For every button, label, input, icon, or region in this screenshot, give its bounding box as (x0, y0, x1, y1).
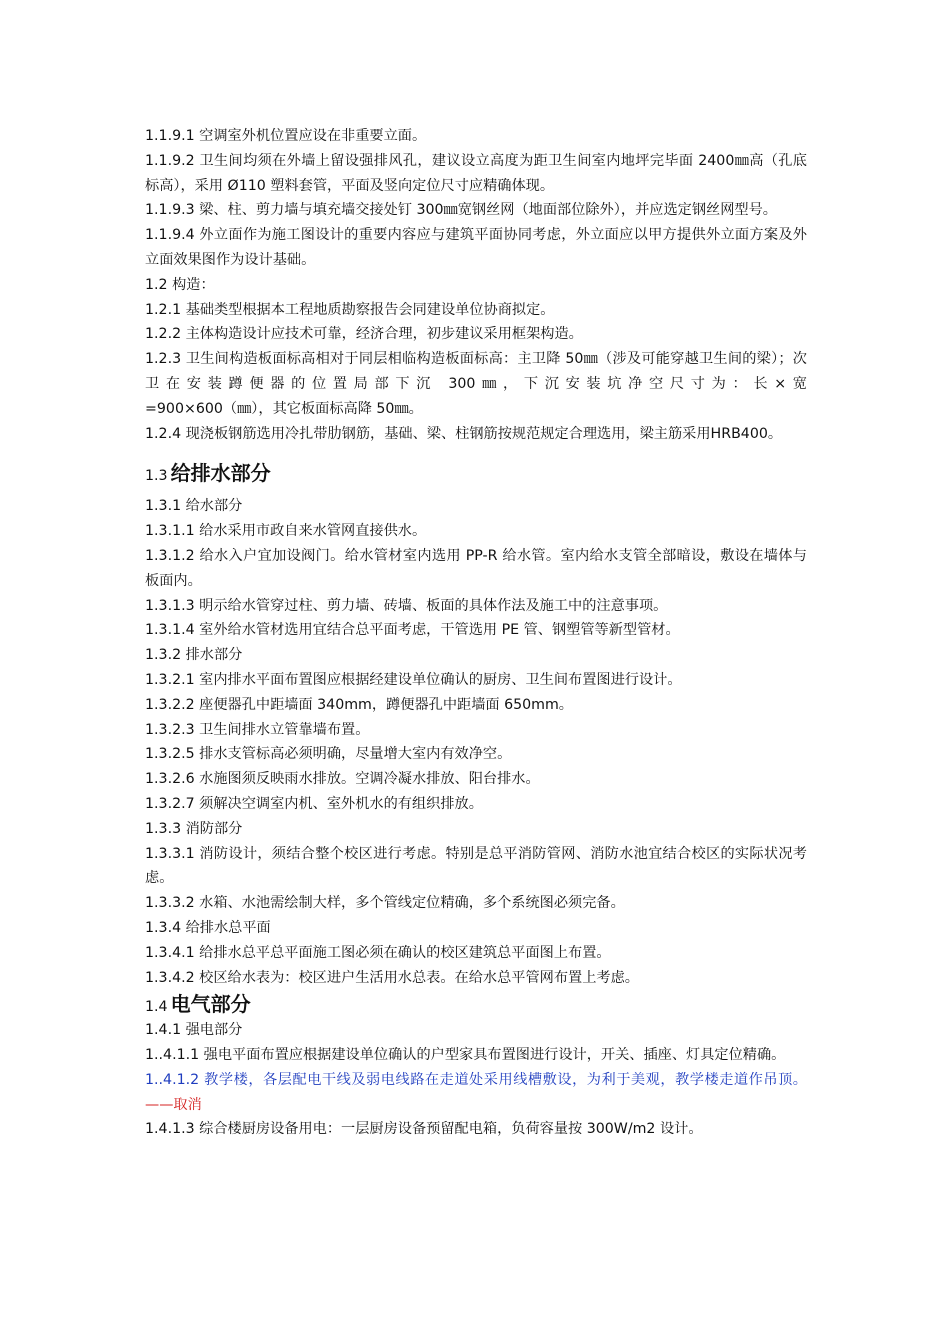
section-title: 1.2 构造： (145, 276, 215, 293)
document-body (145, 124, 807, 1142)
paragraph-revised (145, 1068, 807, 1118)
subsection-title: 1.3.3 消防部分 (145, 820, 243, 837)
subsection-title: 1.3.2 排水部分 (145, 647, 243, 664)
cancel-note: ——取消 (145, 1096, 202, 1113)
paragraph: 1.3.2.7 须解决空调室内机、室外机水的有组织排放。 (145, 795, 483, 812)
paragraph: 1.3.2.3 卫生间排水立管靠墙布置。 (145, 721, 370, 738)
subsection-title: 1.4.1 强电部分 (145, 1022, 243, 1039)
paragraph: 1.1.9.2 卫生间均须在外墙上留设强排风孔，建议设立高度为距卫生间室内地坪完毕面 2400㎜高（孔底标高），采用 Ø110 塑料套管，平面及竖向定位尺寸应精确体现。 (145, 152, 807, 194)
paragraph: 1..4.1.1 强电平面布置应根据建设单位确认的户型家具布置图进行设计，开关、插座、灯具定位精确。 (145, 1047, 786, 1064)
paragraph: 1.3.2.1 室内排水平面布置图应根据经建设单位确认的厨房、卫生间布置图进行设计。 (145, 671, 682, 688)
heading-electrical (145, 990, 807, 1018)
heading-number: 1.4 (145, 999, 168, 1016)
paragraph: 1.4.1.3 综合楼厨房设备用电：一层厨房设备预留配电箱，负荷容量按 300W/m2 设计。 (145, 1121, 703, 1138)
paragraph: 1.3.1.3 明示给水管穿过柱、剪力墙、砖墙、板面的具体作法及施工中的注意事项。 (145, 597, 668, 614)
paragraph: 1.3.2.6 水施图须反映雨水排放。空调冷凝水排放、阳台排水。 (145, 771, 540, 788)
paragraph-continuation: =900×600（㎜），其它板面标高降 50㎜。 (145, 400, 423, 417)
heading-water-supply-drainage (145, 446, 807, 494)
subsection-title: 1.3.4 给排水总平面 (145, 919, 271, 936)
paragraph: 1.2.1 基础类型根据本工程地质勘察报告会同建设单位协商拟定。 (145, 301, 555, 318)
paragraph: 1.3.1.1 给水采用市政自来水管网直接供水。 (145, 523, 427, 540)
paragraph: 1.3.1.2 给水入户宜加设阀门。给水管材室内选用 PP-R 给水管。室内给水支管全部暗设，敷设在墙体与板面内。 (145, 547, 807, 589)
heading-number: 1.3 (145, 468, 168, 485)
paragraph: 1.3.2.2 座便器孔中距墙面 340mm，蹲便器孔中距墙面 650mm。 (145, 696, 573, 713)
paragraph: 1.3.3.2 水箱、水池需绘制大样，多个管线定位精确，多个系统图必须完备。 (145, 895, 625, 912)
heading-title: 给排水部分 (170, 461, 271, 486)
paragraph: 1.1.9.3 梁、柱、剪力墙与填充墙交接处钉 300㎜宽钢丝网（地面部位除外），并应选定钢丝网型号。 (145, 202, 777, 219)
heading-title: 电气部分 (170, 992, 251, 1017)
revised-text: 1..4.1.2 教学楼，各层配电干线及弱电线路在走道处采用线槽敷设，为利于美观，教学楼走道作吊顶。 (145, 1071, 807, 1088)
paragraph: 1.3.2.5 排水支管标高必须明确，尽量增大室内有效净空。 (145, 746, 512, 763)
paragraph: 1.3.4.2 校区给水表为：校区进户生活用水总表。在给水总平管网布置上考虑。 (145, 969, 639, 986)
paragraph: 1.3.3.1 消防设计，须结合整个校区进行考虑。特别是总平消防管网、消防水池宜结合校区的实际状况考虑。 (145, 845, 807, 887)
paragraph: 1.2.2 主体构造设计应技术可靠，经济合理，初步建议采用框架构造。 (145, 326, 583, 343)
paragraph: 1.3.1.4 室外给水管材选用宜结合总平面考虑，干管选用 PE 管、钢塑管等新型管材。 (145, 622, 680, 639)
paragraph: 1.1.9.1 空调室外机位置应设在非重要立面。 (145, 128, 427, 144)
subsection-title: 1.3.1 给水部分 (145, 498, 243, 515)
paragraph: 1.2.4 现浇板钢筋选用冷扎带肋钢筋，基础、梁、柱钢筋按规范规定合理选用，梁主筋采用HRB400。 (145, 425, 783, 442)
paragraph: 1.1.9.4 外立面作为施工图设计的重要内容应与建筑平面协同考虑，外立面应以甲方提供外立面方案及外立面效果图作为设计基础。 (145, 227, 807, 268)
paragraph: 1.2.3 卫生间构造板面标高相对于同层相临构造板面标高：主卫降 50㎜（涉及可能穿越卫生间的梁）；次卫在安装蹲便器的位置局部下沉 300㎜，下沉安装坑净空尺寸为：长×宽 (145, 351, 807, 392)
paragraph: 1.3.4.1 给排水总平总平面施工图必须在确认的校区建筑总平面图上布置。 (145, 944, 611, 961)
